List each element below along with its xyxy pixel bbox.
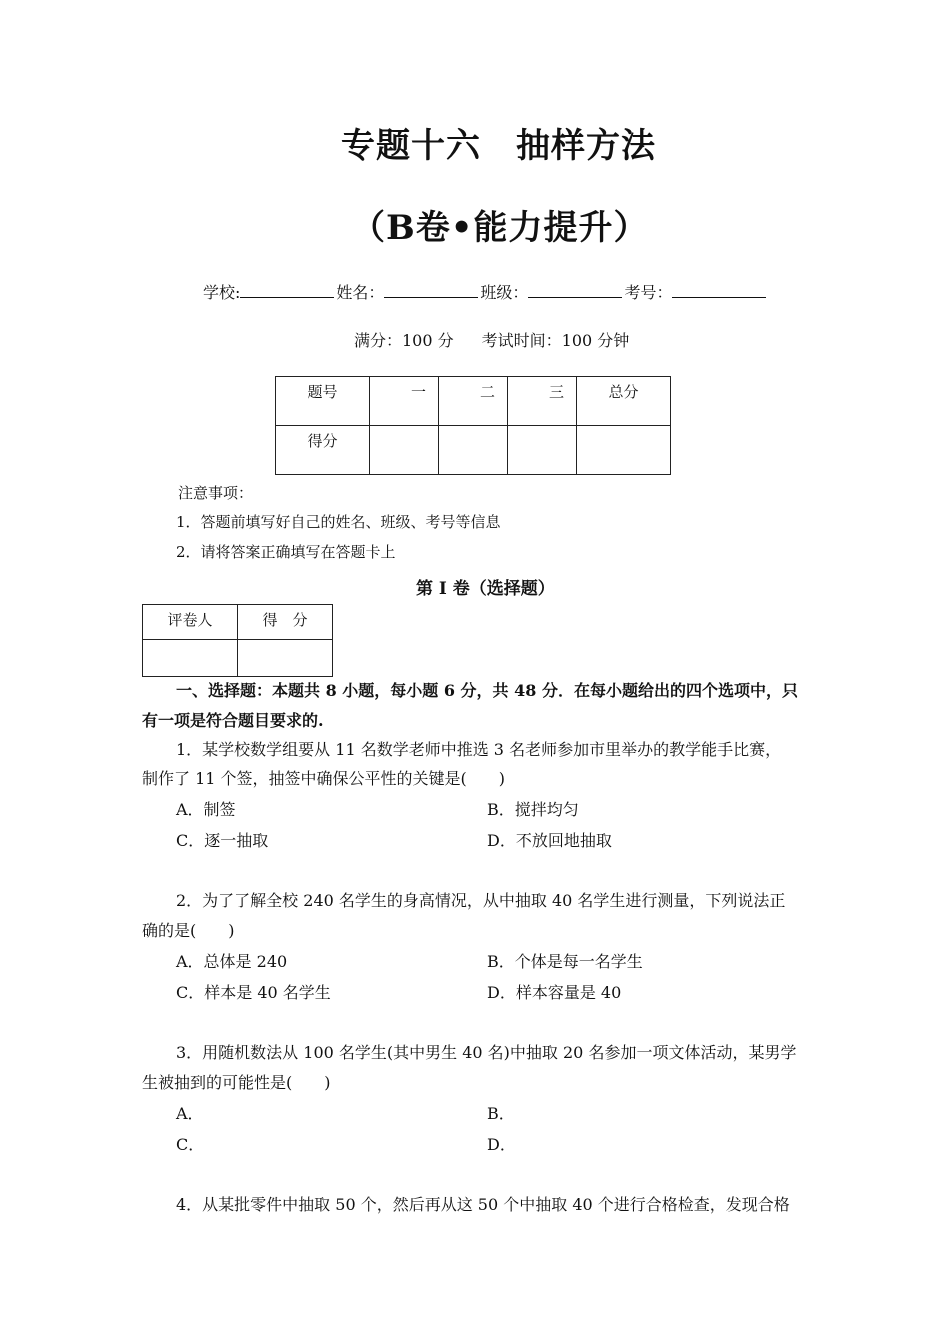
score-header-cell: 一 <box>370 377 439 426</box>
question-3-stem: 3．用随机数法从 100 名学生(其中男生 40 名)中抽取 20 名参加一项文体活动，某男学 <box>176 1043 797 1062</box>
score-cell[interactable] <box>439 426 508 475</box>
school-blank <box>240 281 334 298</box>
exam-meta <box>354 328 629 351</box>
page-title: 专题十六 抽样方法 <box>341 126 656 166</box>
score-table <box>275 376 671 475</box>
question-2-option-d: D．样本容量是 40 <box>487 983 622 1002</box>
full-score: 满分：100 分 <box>354 331 454 350</box>
part1-instructions: 一、选择题：本题共 8 小题，每小题 6 分，共 48 分．在每小题给出的四个选项中，只 <box>176 681 798 700</box>
score-header-cell: 总分 <box>577 377 671 426</box>
question-3-option-a: A． <box>176 1104 204 1123</box>
question-2-option-a: A．总体是 240 <box>176 952 288 971</box>
question-2-option-c: C．样本是 40 名学生 <box>176 983 331 1002</box>
grader-table <box>142 604 333 677</box>
score-cell[interactable] <box>508 426 577 475</box>
grader-score-label: 得 分 <box>238 605 333 640</box>
section-title: 第 I 卷（选择题） <box>416 579 555 599</box>
question-3-option-d: D． <box>487 1135 516 1154</box>
exam-no-label: 考号： <box>624 283 673 302</box>
question-1-stem-cont: 制作了 11 个签，抽签中确保公平性的关键是( ) <box>142 769 506 788</box>
exam-time: 考试时间：100 分钟 <box>481 331 630 350</box>
question-1-option-d: D．不放回地抽取 <box>487 831 612 850</box>
class-blank <box>528 281 622 298</box>
score-table-header <box>276 377 671 426</box>
question-2-stem: 2．为了了解全校 240 名学生的身高情况，从中抽取 40 名学生进行测量，下列说法正 <box>176 891 786 910</box>
student-info-line <box>203 280 768 303</box>
score-header-cell: 二 <box>439 377 508 426</box>
part1-instructions-cont: 有一项是符合题目要求的. <box>142 711 324 730</box>
school-label: 学校: <box>203 283 241 302</box>
grader-cell[interactable] <box>143 640 238 677</box>
score-cell[interactable] <box>577 426 671 475</box>
exam-no-blank <box>672 281 766 298</box>
score-table-row <box>276 426 671 475</box>
score-header-cell: 三 <box>508 377 577 426</box>
question-1-option-a: A．制签 <box>176 800 236 819</box>
name-label: 姓名： <box>336 283 385 302</box>
class-label: 班级： <box>480 283 529 302</box>
question-4-stem: 4．从某批零件中抽取 50 个，然后再从这 50 个中抽取 40 个进行合格检查，发现合格 <box>176 1195 790 1214</box>
score-cell[interactable] <box>370 426 439 475</box>
question-2-option-b: B．个体是每一名学生 <box>487 952 643 971</box>
page-subtitle: （B卷•能力提升） <box>351 208 649 248</box>
question-3-option-b: B． <box>487 1104 515 1123</box>
question-3-option-c: C． <box>176 1135 205 1154</box>
question-1-stem: 1．某学校数学组要从 11 名数学老师中推选 3 名老师参加市里举办的教学能手比赛， <box>176 740 782 759</box>
question-1-option-c: C．逐一抽取 <box>176 831 269 850</box>
question-3-stem-cont: 生被抽到的可能性是( ) <box>142 1073 331 1092</box>
name-blank <box>384 281 478 298</box>
grader-label: 评卷人 <box>143 605 238 640</box>
question-2-stem-cont: 确的是( ) <box>142 921 235 940</box>
note-item: 1．答题前填写好自己的姓名、班级、考号等信息 <box>176 513 501 531</box>
question-1-option-b: B．搅拌均匀 <box>487 800 579 819</box>
notes-heading: 注意事项： <box>178 484 254 502</box>
score-row-label: 得分 <box>276 426 370 475</box>
note-item: 2．请将答案正确填写在答题卡上 <box>176 543 396 561</box>
grader-score-cell[interactable] <box>238 640 333 677</box>
score-header-cell: 题号 <box>276 377 370 426</box>
